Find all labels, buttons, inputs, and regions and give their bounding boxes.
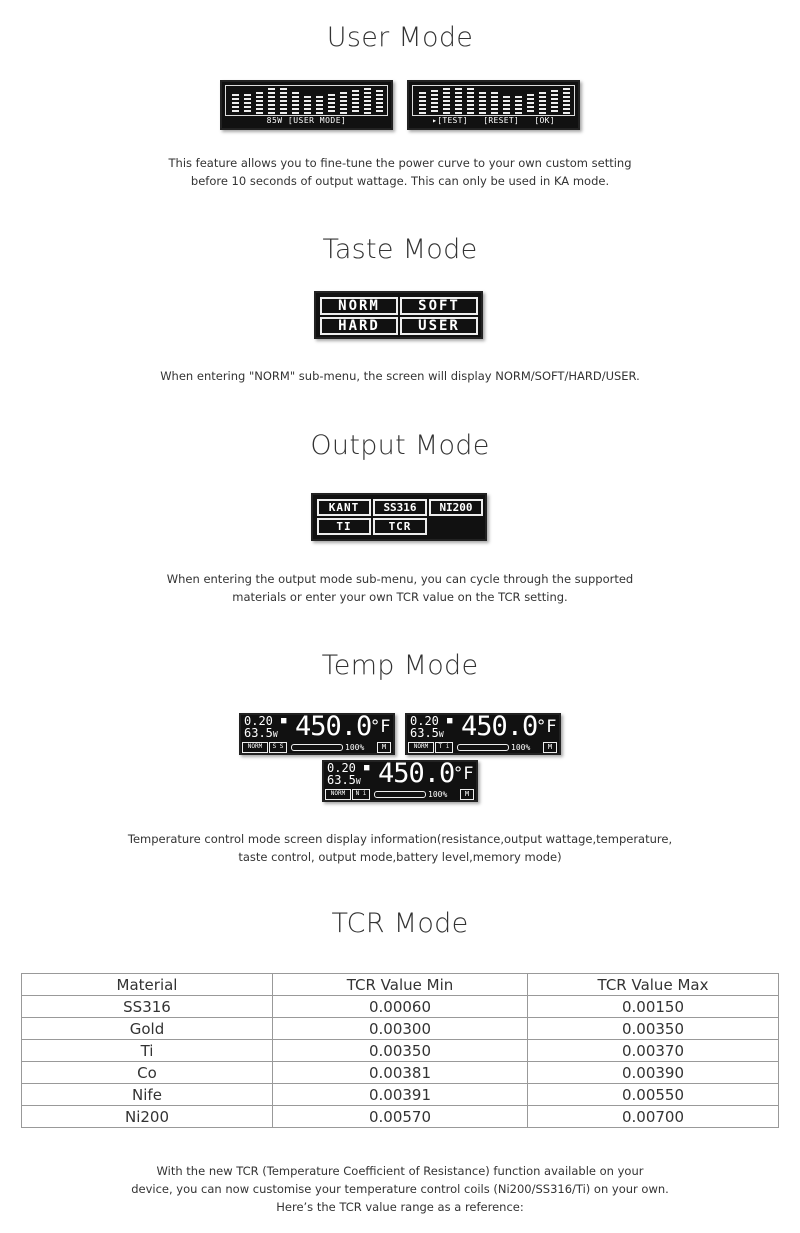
taste-mode-title: Taste Mode <box>322 234 478 265</box>
material-indicator: S S <box>269 742 287 753</box>
power-curve-bar <box>376 90 383 114</box>
tcr-table-header <box>22 974 779 996</box>
power-curve-bar <box>268 88 275 114</box>
power-curve-bar <box>232 94 239 114</box>
power-curve-bar <box>316 96 323 114</box>
description-line: before 10 seconds of output wattage. This can only be used in KA mode. <box>190 174 610 188</box>
wattage-readout <box>244 727 278 741</box>
power-curve-bar <box>467 88 474 114</box>
material-indicator: N i <box>352 789 370 800</box>
taste-option-user: USER <box>400 317 478 335</box>
temperature-readout: 450.0 <box>378 758 455 789</box>
battery-percent: 100% <box>428 790 448 799</box>
tcr-min-cell: 0.00391 <box>273 1084 528 1106</box>
battery-percent: 100% <box>511 743 531 752</box>
table-row <box>22 1062 779 1084</box>
material-cell: Gold <box>22 1018 273 1040</box>
tcr-min-cell: 0.00300 <box>273 1018 528 1040</box>
wattage-unit: W <box>355 777 361 786</box>
battery-percent: 100% <box>345 743 365 752</box>
description-line: materials or enter your own TCR value on the TCR setting. <box>232 590 568 604</box>
table-row <box>22 1106 779 1128</box>
column-header-tcr-min: TCR Value Min <box>273 974 528 996</box>
power-curve-bar <box>244 94 251 114</box>
description-line: taste control, output mode,battery level,memory mode) <box>238 850 562 864</box>
power-curve-bar <box>563 88 570 114</box>
description-line: device, you can now customise your temperature control coils (Ni200/SS316/Ti) on your own. <box>131 1182 669 1196</box>
power-curve-bar <box>479 92 486 114</box>
temperature-unit: °F <box>536 717 557 737</box>
wattage-readout <box>410 727 444 741</box>
tcr-min-cell: 0.00381 <box>273 1062 528 1084</box>
taste-indicator: NORM <box>325 789 351 800</box>
battery-bar <box>457 744 509 751</box>
power-curve-bar <box>364 88 371 114</box>
user-mode-title: User Mode <box>326 22 474 53</box>
power-curve-bar <box>419 92 426 114</box>
tcr-min-cell: 0.00060 <box>273 996 528 1018</box>
material-cell: Ni200 <box>22 1106 273 1128</box>
power-curve-graph <box>412 85 575 116</box>
user-mode-description <box>0 154 800 190</box>
power-curve-bar <box>352 90 359 114</box>
tcr-min-cell: 0.00350 <box>273 1040 528 1062</box>
temperature-unit: °F <box>370 717 391 737</box>
description-line: Here’s the TCR value range as a reference: <box>276 1200 524 1214</box>
power-curve-bar <box>527 94 534 114</box>
power-curve-bar <box>491 92 498 114</box>
output-option-ni200: NI200 <box>429 499 483 516</box>
tcr-max-cell: 0.00390 <box>528 1062 779 1084</box>
description-line: With the new TCR (Temperature Coefficient of Resistance) function available on your <box>156 1164 644 1178</box>
temperature-readout: 450.0 <box>461 711 538 742</box>
output-option-ss316: SS316 <box>373 499 427 516</box>
lock-icon: ■ <box>281 716 287 726</box>
tcr-table <box>21 973 779 1128</box>
user-mode-screen-curve <box>220 80 393 130</box>
column-header-tcr-max: TCR Value Max <box>528 974 779 996</box>
power-curve-bar <box>431 90 438 114</box>
temp-mode-screen <box>239 713 395 755</box>
output-option-tcr: TCR <box>373 518 427 535</box>
wattage-value: 63.5 <box>327 773 356 787</box>
table-row <box>22 996 779 1018</box>
user-mode-screen-label: 85W [USER MODE] <box>266 116 347 125</box>
wattage-value: 63.5 <box>244 726 273 740</box>
material-cell: Co <box>22 1062 273 1084</box>
taste-option-norm: NORM <box>320 297 398 315</box>
table-row <box>22 1084 779 1106</box>
power-curve-bar <box>256 92 263 114</box>
battery-bar <box>374 791 426 798</box>
battery-bar <box>291 744 343 751</box>
temperature-unit: °F <box>453 764 474 784</box>
temp-mode-description <box>0 830 800 866</box>
power-curve-bar <box>539 92 546 114</box>
output-mode-title: Output Mode <box>310 430 490 461</box>
output-option-kant: KANT <box>317 499 371 516</box>
tcr-max-cell: 0.00700 <box>528 1106 779 1128</box>
power-curve-bar <box>443 88 450 114</box>
wattage-readout <box>327 774 361 788</box>
output-mode-description <box>0 570 800 606</box>
tcr-max-cell: 0.00370 <box>528 1040 779 1062</box>
material-cell: Ti <box>22 1040 273 1062</box>
power-curve-bar <box>551 90 558 114</box>
description-line: This feature allows you to fine-tune the power curve to your own custom setting <box>168 156 632 170</box>
power-curve-bar <box>328 94 335 114</box>
resistance-readout: 0.20 <box>244 714 273 728</box>
memory-indicator: M <box>377 742 391 753</box>
lock-icon: ■ <box>447 716 453 726</box>
power-curve-bar <box>503 96 510 114</box>
table-row <box>22 1018 779 1040</box>
temp-mode-screen <box>322 760 478 802</box>
tcr-max-cell: 0.00150 <box>528 996 779 1018</box>
wattage-value: 63.5 <box>410 726 439 740</box>
tcr-max-cell: 0.00550 <box>528 1084 779 1106</box>
material-cell: Nife <box>22 1084 273 1106</box>
wattage-unit: W <box>272 730 278 739</box>
battery-fill <box>376 793 424 796</box>
taste-mode-screen <box>314 291 483 339</box>
temp-mode-title: Temp Mode <box>321 650 479 681</box>
description-line: When entering the output mode sub-menu, you can cycle through the supported <box>166 572 634 586</box>
temp-mode-screen <box>405 713 561 755</box>
power-curve-bar <box>280 88 287 114</box>
battery-fill <box>459 746 507 749</box>
power-curve-graph <box>225 85 388 116</box>
tcr-mode-title: TCR Mode <box>331 908 469 939</box>
user-mode-actions-label: ▸[TEST] [RESET] [OK] <box>432 116 555 125</box>
table-row <box>22 1040 779 1062</box>
tcr-max-cell: 0.00350 <box>528 1018 779 1040</box>
tcr-min-cell: 0.00570 <box>273 1106 528 1128</box>
tcr-mode-description <box>0 1162 800 1216</box>
temperature-readout: 450.0 <box>295 711 372 742</box>
lock-icon: ■ <box>364 763 370 773</box>
user-mode-screen-actions <box>407 80 580 130</box>
taste-indicator: NORM <box>408 742 434 753</box>
taste-mode-description: When entering "NORM" sub-menu, the screen will display NORM/SOFT/HARD/USER. <box>160 369 640 383</box>
taste-option-hard: HARD <box>320 317 398 335</box>
battery-fill <box>293 746 341 749</box>
power-curve-bar <box>304 96 311 114</box>
memory-indicator: M <box>543 742 557 753</box>
power-curve-bar <box>455 88 462 114</box>
memory-indicator: M <box>460 789 474 800</box>
wattage-unit: W <box>438 730 444 739</box>
power-curve-bar <box>515 96 522 114</box>
resistance-readout: 0.20 <box>327 761 356 775</box>
column-header-material: Material <box>22 974 273 996</box>
power-curve-bar <box>340 92 347 114</box>
output-mode-screen <box>311 493 487 541</box>
taste-indicator: NORM <box>242 742 268 753</box>
resistance-readout: 0.20 <box>410 714 439 728</box>
description-line: Temperature control mode screen display information(resistance,output wattage,temperature, <box>127 832 673 846</box>
output-option-ti: TI <box>317 518 371 535</box>
power-curve-bar <box>292 92 299 114</box>
material-indicator: T i <box>435 742 453 753</box>
material-cell: SS316 <box>22 996 273 1018</box>
taste-option-soft: SOFT <box>400 297 478 315</box>
